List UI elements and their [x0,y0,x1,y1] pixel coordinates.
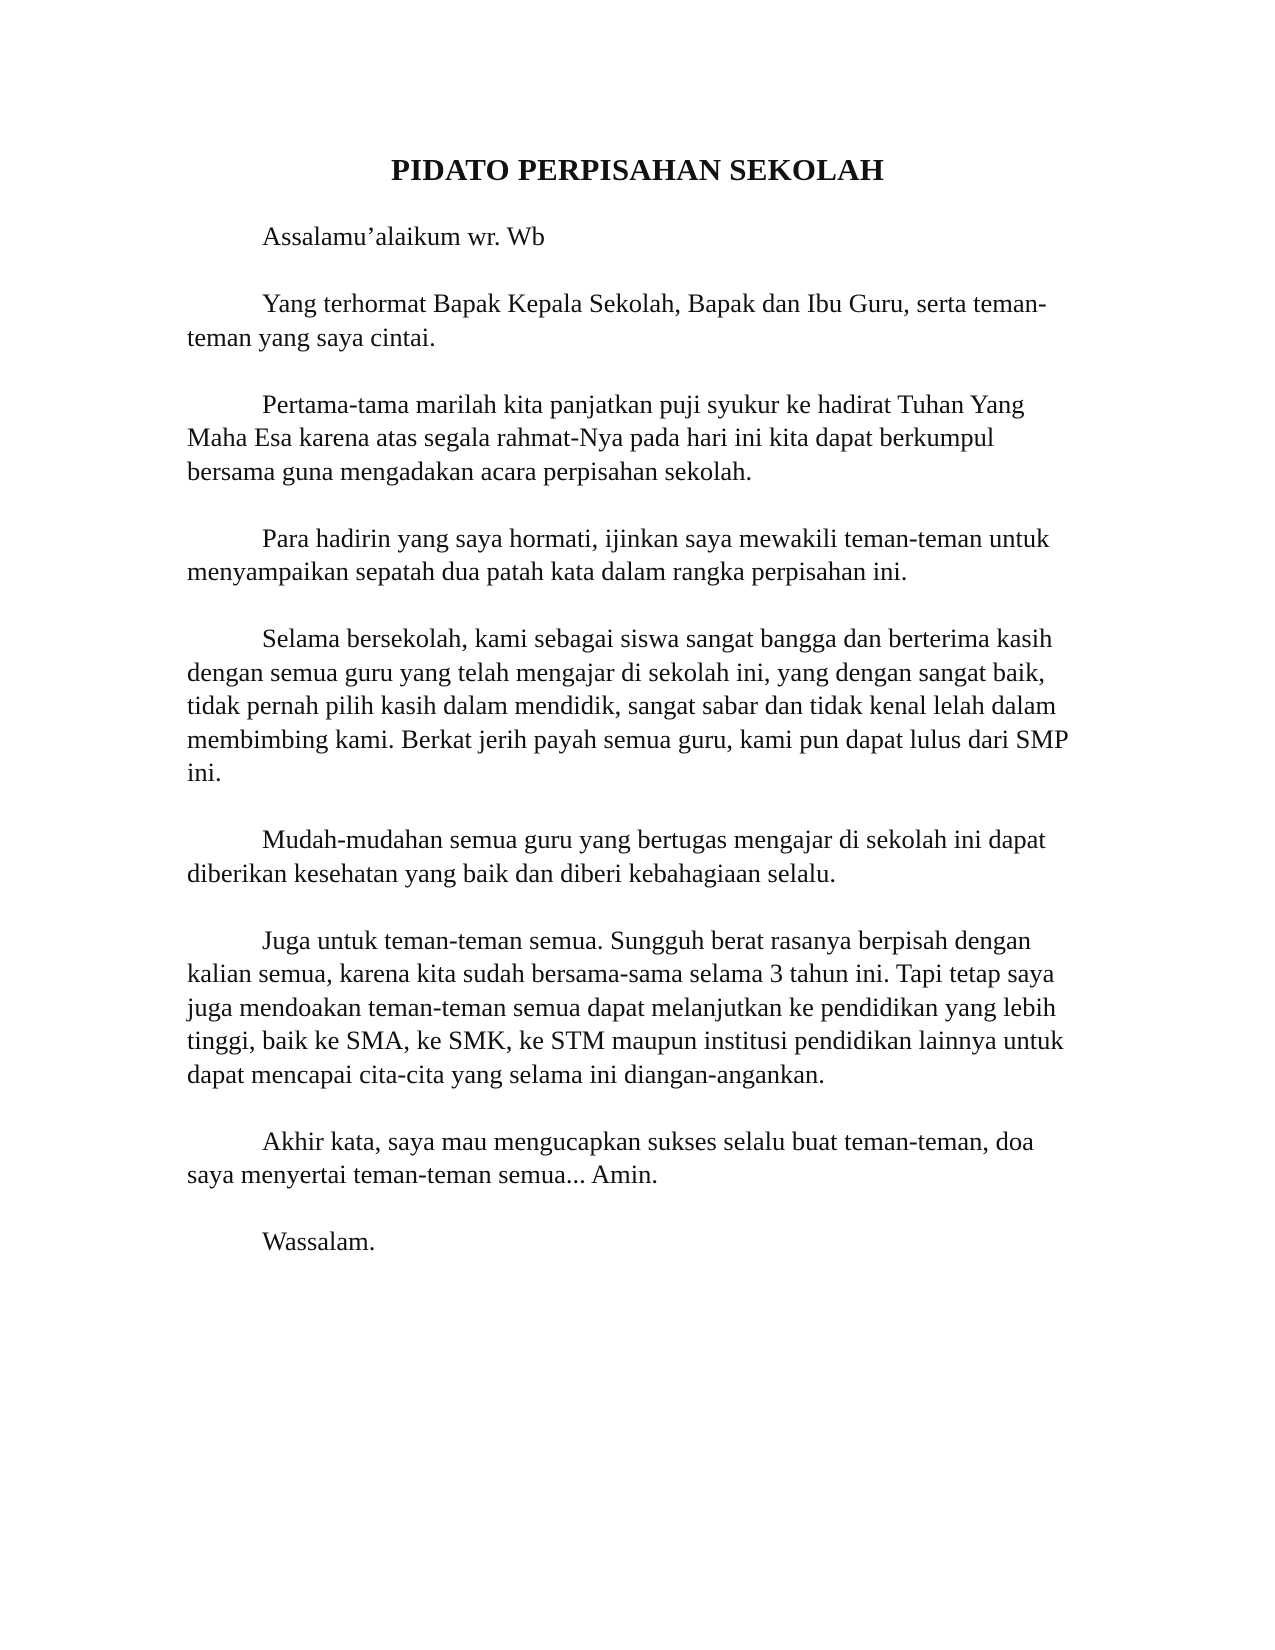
salutation-paragraph: Yang terhormat Bapak Kepala Sekolah, Bapak dan Ibu Guru, serta teman-teman yang saya cintai. [187,288,1047,352]
farewell-paragraph: Wassalam. [262,1226,376,1256]
opening-paragraph: Pertama-tama marilah kita panjatkan puji syukur ke hadirat Tuhan Yang Maha Esa karena atas segala rahmat-Nya pada hari ini kita dapat berkumpul bersama guna mengadakan acara perpisahan sekolah. [187,388,1025,486]
closing-paragraph: Akhir kata, saya mau mengucapkan sukses selalu buat teman-teman, doa saya menyertai teman-teman semua... Amin. [187,1125,1034,1189]
introduction-paragraph: Para hadirin yang saya hormati, ijinkan saya mewakili teman-teman untuk menyampaikan sepatah dua patah kata dalam rangka perpisahan ini. [187,522,1050,586]
wish-teachers-paragraph: Mudah-mudahan semua guru yang bertugas mengajar di sekolah ini dapat diberikan kesehatan yang baik dan diberi kebahagiaan selalu. [187,824,1046,888]
document-title: PIDATO PERPISAHAN SEKOLAH [390,152,885,187]
friends-paragraph: Juga untuk teman-teman semua. Sungguh berat rasanya berpisah dengan kalian semua, karena kita sudah bersama-sama selama 3 tahun ini. Tapi tetap saya juga mendoakan teman-teman semua dapat melanjutkan ke pendidikan yang lebih tinggi, baik ke SMA, ke SMK, ke STM maupun institusi pendidikan lainnya untuk dapat mencapai cita-cita yang selama ini diangan-angankan. [187,924,1064,1089]
gratitude-paragraph: Selama bersekolah, kami sebagai siswa sangat bangga dan berterima kasih dengan semua guru yang telah mengajar di sekolah ini, yang dengan sangat baik, tidak pernah pilih kasih dalam mendidik, sangat sabar dan tidak kenal lelah dalam membimbing kami. Berkat jerih payah semua guru, kami pun dapat lulus dari SMP ini. [187,623,1068,787]
document-body [187,220,1087,1292]
greeting-paragraph: Assalamu’alaikum wr. Wb [262,221,545,251]
